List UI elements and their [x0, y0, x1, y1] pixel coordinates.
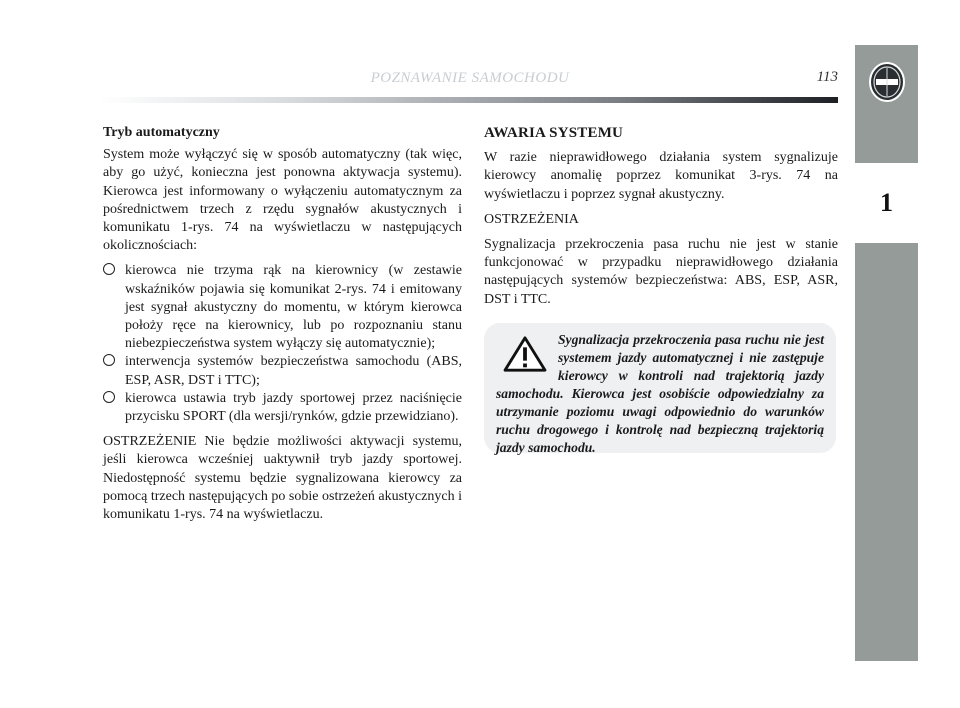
list-item	[103, 262, 462, 353]
bullet-circle-icon	[103, 263, 115, 275]
intro-paragraph: System może wyłączyć się w sposób automatyczny (tak więc, aby go użyć, konieczna jest ponowna aktywacja systemu). Kierowca jest informowany o wyłączeniu automatycznym za pośrednictwem trzech z rzędu sygnałów akustycznych i komunikatu 1-rys. 74 na wyświetlaczu w następujących okolicznościach:	[103, 147, 462, 254]
warning-paragraph: OSTRZEŻENIE Nie będzie możliwości aktywacji systemu, jeśli kierowca wcześniej uaktywnił tryb jazdy sportowej. Niedostępność systemu będzie sygnalizowana kierowcy za pomocą trzech następujących po sobie ostrzeżeń akustycznych i komunikatu 1-rys. 74 na wyświetlaczu.	[103, 434, 462, 523]
failure-paragraph: W razie nieprawidłowego działania system sygnalizuje kierowcy anomalię poprzez komunikat 3-rys. 74 na wyświetlaczu i poprzez sygnał akustyczny.	[484, 150, 838, 202]
list-item-text: interwencja systemów bezpieczeństwa samochodu (ABS, ESP, ASR, DST i TTC);	[125, 354, 462, 388]
chapter-number: 1	[855, 163, 918, 243]
right-column	[484, 124, 838, 316]
page-number: 113	[816, 69, 838, 85]
left-column	[103, 124, 462, 531]
section-heading-system-failure: AWARIA SYSTEMU	[484, 125, 624, 141]
bullet-circle-icon	[103, 391, 115, 403]
warning-triangle-icon	[502, 335, 548, 373]
list-item	[103, 390, 462, 426]
conditions-list	[103, 262, 462, 426]
subheading-automatic-mode: Tryb automatyczny	[103, 125, 220, 140]
list-item-text: kierowca nie trzyma rąk na kierownicy (w zestawie wskaźników pojawia się komunikat 2-rys. 74 i emitowany jest sygnał akustyczny do momentu, w którym kierowca położy ręce na kierownicy, lub po rozpoznaniu stanu niebezpieczeństwa system wyłączy się automatycznie);	[125, 263, 462, 352]
warnings-paragraph: Sygnalizacja przekroczenia pasa ruchu nie jest w stanie funkcjonować w przypadku nieprawidłowego działania następujących systemów bezpieczeństwa: ABS, ESP, ASR, DST i TTC.	[484, 237, 838, 307]
bullet-circle-icon	[103, 354, 115, 366]
chapter-side-tab	[855, 45, 918, 661]
header-rule	[100, 97, 838, 103]
warnings-label: OSTRZEŻENIA	[484, 211, 579, 227]
lancia-shield-icon	[855, 45, 918, 119]
list-item-text: kierowca ustawia tryb jazdy sportowej przez naciśnięcie przycisku SPORT (dla wersji/rynków, gdzie przewidziano).	[125, 390, 462, 425]
warning-box-text: Sygnalizacja przekroczenia pasa ruchu nie jest systemem jazdy automatycznej i nie zastępuje kierowcy w kontroli nad trajektorią jazdy samochodu. Kierowca jest osobiście odpowiedzialny za utrzymanie poziomu uwagi odpowiednio do warunków ruchu drogowego i kontrolę nad bezpieczną trajektorią jazdy samochodu.	[496, 332, 824, 455]
running-header: POZNAWANIE SAMOCHODU	[370, 70, 570, 86]
list-item	[103, 353, 462, 389]
warning-box	[484, 323, 836, 453]
